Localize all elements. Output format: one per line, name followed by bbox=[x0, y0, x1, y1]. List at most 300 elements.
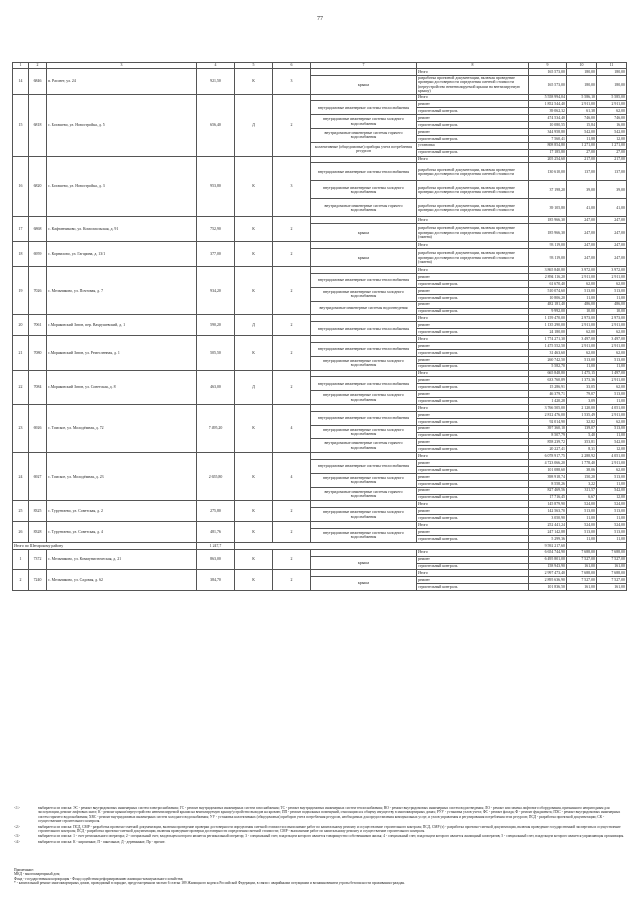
work-type-cell: внутридомовые инженерные системы холодного водоснабжения bbox=[311, 508, 417, 522]
unit-cost-cell: 27,00 bbox=[567, 149, 597, 156]
work-type-cell: внутридомовые инженерные системы теплоснабжения bbox=[311, 163, 417, 181]
area-cell: 275,80 bbox=[197, 501, 235, 522]
work-type-cell: внутридомовые инженерные системы холодного водоснабжения bbox=[311, 287, 417, 301]
max-unit-cost-cell: 7 688,00 bbox=[597, 570, 627, 577]
work-description-cell: разработка проектной документации, включая проведение проверки достоверности определения сметной стоимости (замена) bbox=[417, 224, 529, 242]
unit-cost-cell: 10,00 bbox=[567, 308, 597, 315]
max-unit-cost-cell: 11,00 bbox=[597, 363, 627, 370]
work-description-cell: строительный контроль bbox=[417, 294, 529, 301]
unit-cost-cell: 32,82 bbox=[567, 418, 597, 425]
work-description-cell: строительный контроль bbox=[417, 467, 529, 474]
wall-material-cell: Д bbox=[235, 94, 273, 156]
unit-cost-cell: 486,00 bbox=[567, 301, 597, 308]
row-number-cell: 26 bbox=[13, 522, 29, 543]
max-unit-cost-cell: 513,00 bbox=[597, 508, 627, 515]
table-row bbox=[13, 370, 627, 377]
cost-total-cell: 8 558,26 bbox=[529, 480, 567, 487]
unit-cost-cell: 137,00 bbox=[567, 163, 597, 181]
work-description-cell: Итого bbox=[417, 522, 529, 529]
address-cell: с. Мельниково, ул. Садовая, д. 62 bbox=[47, 570, 197, 591]
work-description-cell: разработка проектной документации, включая проведение проверки достоверности определения сметной стоимости bbox=[417, 199, 529, 217]
abbreviations-note bbox=[14, 868, 628, 886]
row-number-cell: 16 bbox=[13, 156, 29, 217]
work-type-cell: внутридомовые инженерные системы теплоснабжения bbox=[311, 377, 417, 391]
column-number-cell: 3 bbox=[47, 63, 197, 69]
max-unit-cost-cell: 41,00 bbox=[597, 199, 627, 217]
max-unit-cost-cell: 62,00 bbox=[597, 467, 627, 474]
max-unit-cost-cell: 2 973,00 bbox=[597, 315, 627, 322]
column-number-cell: 10 bbox=[567, 63, 597, 69]
unit-cost-cell: 15,84 bbox=[567, 122, 597, 129]
max-unit-cost-cell: 16,00 bbox=[597, 122, 627, 129]
unit-cost-cell: 5 586,10 bbox=[567, 94, 597, 101]
wall-material-cell: Д bbox=[235, 315, 273, 336]
house-code-cell: 6846 bbox=[29, 69, 47, 95]
cost-total-cell: 7 560,41 bbox=[529, 135, 567, 142]
cost-total-cell: 31 463,60 bbox=[529, 349, 567, 356]
max-unit-cost-cell: 513,00 bbox=[597, 391, 627, 398]
cost-total-cell: 474 534,40 bbox=[529, 115, 567, 122]
cost-total-cell: 61 670,40 bbox=[529, 280, 567, 287]
max-unit-cost-cell: 161,00 bbox=[597, 563, 627, 570]
work-description-cell: строительный контроль bbox=[417, 515, 529, 522]
house-code-cell: 6959 bbox=[29, 242, 47, 267]
work-type-cell bbox=[311, 336, 417, 343]
work-description-cell: строительный контроль bbox=[417, 384, 529, 391]
abbreviation-line: МКД - многоквартирный дом; bbox=[14, 872, 61, 877]
unit-cost-cell: 524,00 bbox=[567, 522, 597, 529]
cost-total-cell: 3 050,90 bbox=[529, 515, 567, 522]
work-description-cell: строительный контроль bbox=[417, 446, 529, 453]
unit-cost-cell: 7 688,00 bbox=[567, 570, 597, 577]
account-type-cell: 4 bbox=[273, 405, 311, 453]
cost-total-cell: 93 119,00 bbox=[529, 249, 567, 267]
unit-cost-cell: 513,00 bbox=[567, 508, 597, 515]
work-type-cell bbox=[311, 370, 417, 377]
work-type-cell: внутридомовые инженерные системы горячего водоснабжения bbox=[311, 439, 417, 453]
work-description-cell: ремонт bbox=[417, 287, 529, 294]
district-total-cost: 9 592 217,60 bbox=[529, 542, 567, 549]
account-type-cell: 2 bbox=[273, 94, 311, 156]
max-unit-cost-cell: 12,00 bbox=[597, 446, 627, 453]
cost-total-cell: 17 185,80 bbox=[529, 149, 567, 156]
max-unit-cost-cell: 746,00 bbox=[597, 115, 627, 122]
column-number-cell: 1 bbox=[13, 63, 29, 69]
cost-total-cell: 6 078 917,75 bbox=[529, 453, 567, 460]
wall-material-cell: К bbox=[235, 570, 273, 591]
work-description-cell: строительный контроль bbox=[417, 135, 529, 142]
unit-cost-cell: 746,00 bbox=[567, 115, 597, 122]
max-unit-cost-cell: 1 497,00 bbox=[597, 370, 627, 377]
unit-cost-cell: 62,00 bbox=[567, 280, 597, 287]
cost-total-cell: 2 895 636,90 bbox=[529, 577, 567, 584]
cost-total-cell: 1 774 271,30 bbox=[529, 336, 567, 343]
table-row bbox=[13, 405, 627, 412]
address-cell: с. Турунтаево, ул. Советская, д. 4 bbox=[47, 522, 197, 543]
unit-cost-cell: 6,67 bbox=[567, 494, 597, 501]
max-unit-cost-cell: 2 911,00 bbox=[597, 274, 627, 281]
max-unit-cost-cell: 513,00 bbox=[597, 473, 627, 480]
unit-cost-cell: 180,00 bbox=[567, 75, 597, 94]
cost-total-cell: 5 582,70 bbox=[529, 363, 567, 370]
cost-total-cell: 39 105,80 bbox=[529, 199, 567, 217]
work-type-cell: внутридомовые инженерные системы теплоснабжения bbox=[311, 322, 417, 336]
house-code-cell: 8325 bbox=[29, 501, 47, 522]
cost-total-cell: 1 135 290,00 bbox=[529, 322, 567, 329]
cost-total-cell: 398 918,74 bbox=[529, 473, 567, 480]
column-number-cell: 7 bbox=[311, 63, 417, 69]
table-row bbox=[13, 94, 627, 101]
unit-cost-cell: 161,00 bbox=[567, 563, 597, 570]
footnote-text: выбирается из списка: 1 - счет регионального оператора; 2 - специальный счет, владельцем которого является региональный оператор; 3 - специальный счет, владельцем которого является товарищество собственников жилья; 4 - специальный счет, владельцем которого является жилищный кооператив; 5 - специальный счет, владельцем которого является управляющая организация. bbox=[38, 834, 625, 839]
cost-total-cell: 20 227,41 bbox=[529, 446, 567, 453]
cost-total-cell: 252 441,24 bbox=[529, 522, 567, 529]
house-code-cell: 7372 bbox=[29, 549, 47, 570]
address-cell: с. Мельниково, ул. Почтовая, д. 7 bbox=[47, 267, 197, 315]
table-row bbox=[13, 549, 627, 556]
work-description-cell: Итого bbox=[417, 501, 529, 508]
cost-total-cell: 247 142,88 bbox=[529, 529, 567, 536]
max-unit-cost-cell: 542,00 bbox=[597, 128, 627, 135]
unit-cost-cell: 353,81 bbox=[567, 439, 597, 446]
table-row bbox=[13, 69, 627, 76]
work-description-cell: строительный контроль bbox=[417, 480, 529, 487]
max-unit-cost-cell: 247,00 bbox=[597, 249, 627, 267]
work-description-cell: Итого bbox=[417, 267, 529, 274]
max-unit-cost-cell: 542,00 bbox=[597, 487, 627, 494]
unit-cost-cell: 2 911,00 bbox=[567, 274, 597, 281]
footnotes bbox=[14, 806, 628, 845]
work-description-cell: ремонт bbox=[417, 101, 529, 108]
cost-total-cell: 37 198,20 bbox=[529, 181, 567, 199]
work-description-cell: строительный контроль bbox=[417, 494, 529, 501]
unit-cost-cell: 7 688,00 bbox=[567, 549, 597, 556]
unit-cost-cell: 2 911,00 bbox=[567, 101, 597, 108]
area-cell: 463,00 bbox=[197, 370, 235, 404]
area-cell: 2 655,80 bbox=[197, 453, 235, 501]
cost-total-cell: 5 558 994,04 bbox=[529, 94, 567, 101]
footnote bbox=[14, 840, 628, 844]
table-row bbox=[13, 315, 627, 322]
work-description-cell: Итого bbox=[417, 217, 529, 224]
unit-cost-cell: 161,00 bbox=[567, 584, 597, 591]
table-row bbox=[13, 267, 627, 274]
footnote-mark: <1> bbox=[14, 806, 20, 810]
max-unit-cost-cell: 486,00 bbox=[597, 301, 627, 308]
max-unit-cost-cell: 2 911,00 bbox=[597, 377, 627, 384]
cost-total-cell: 3 766 505,00 bbox=[529, 405, 567, 412]
work-description-cell: Итого bbox=[417, 315, 529, 322]
row-number-cell: 17 bbox=[13, 217, 29, 242]
account-type-cell: 2 bbox=[273, 217, 311, 242]
work-type-cell: коллективные (общедомовые) приборы учета потребления ресурсов bbox=[311, 142, 417, 156]
footnote bbox=[14, 825, 628, 834]
account-type-cell: 2 bbox=[273, 501, 311, 522]
work-type-cell: крыша bbox=[311, 224, 417, 242]
work-type-cell: внутридомовые инженерные системы теплоснабжения bbox=[311, 411, 417, 425]
house-code-cell: 7061 bbox=[29, 315, 47, 336]
row-number-cell: 24 bbox=[13, 453, 29, 501]
cost-total-cell: 39 062,32 bbox=[529, 108, 567, 115]
row-number-cell: 19 bbox=[13, 267, 29, 315]
max-unit-cost-cell: 7 527,00 bbox=[597, 577, 627, 584]
work-type-cell: внутридомовые инженерные системы горячего водоснабжения bbox=[311, 199, 417, 217]
max-unit-cost-cell: 11,00 bbox=[597, 294, 627, 301]
max-unit-cost-cell: 2 911,00 bbox=[597, 411, 627, 418]
unit-cost-cell: 247,00 bbox=[567, 217, 597, 224]
work-type-cell: внутридомовые инженерные системы теплоснабжения bbox=[311, 460, 417, 474]
column-number-cell: 11 bbox=[597, 63, 627, 69]
max-unit-cost-cell: 161,00 bbox=[597, 584, 627, 591]
cost-total-cell: 260 742,50 bbox=[529, 356, 567, 363]
unit-cost-cell: 61,38 bbox=[567, 108, 597, 115]
unit-cost-cell: 11,00 bbox=[567, 535, 597, 542]
work-description-cell: строительный контроль bbox=[417, 535, 529, 542]
table-row bbox=[13, 501, 627, 508]
wall-material-cell: К bbox=[235, 501, 273, 522]
work-type-cell: крыша bbox=[311, 249, 417, 267]
empty-cell bbox=[567, 542, 627, 549]
max-unit-cost-cell: 5 585,00 bbox=[597, 94, 627, 101]
column-number-cell: 8 bbox=[417, 63, 529, 69]
house-code-cell: 6927 bbox=[29, 453, 47, 501]
house-code-cell: 6868 bbox=[29, 217, 47, 242]
house-code-cell: 6926 bbox=[29, 405, 47, 453]
account-type-cell: 2 bbox=[273, 315, 311, 336]
max-unit-cost-cell: 247,00 bbox=[597, 224, 627, 242]
footnote-mark: <4> bbox=[14, 839, 20, 844]
work-type-cell bbox=[311, 522, 417, 529]
column-number-cell: 5 bbox=[235, 63, 273, 69]
cost-total-cell: 24 180,00 bbox=[529, 329, 567, 336]
wall-material-cell: К bbox=[235, 242, 273, 267]
max-unit-cost-cell: 7 688,00 bbox=[597, 549, 627, 556]
work-description-cell: Итого bbox=[417, 370, 529, 377]
table-row bbox=[13, 522, 627, 529]
work-description-cell: Итого bbox=[417, 336, 529, 343]
row-number-cell: 21 bbox=[13, 336, 29, 370]
cost-total-cell: 9 992,00 bbox=[529, 308, 567, 315]
work-type-cell bbox=[311, 94, 417, 101]
area-cell: 377,00 bbox=[197, 242, 235, 267]
address-cell: с. Богашево, ул. Новостройка, д. 3 bbox=[47, 156, 197, 217]
table-row bbox=[13, 453, 627, 460]
work-description-cell: Итого bbox=[417, 453, 529, 460]
footnote bbox=[14, 834, 628, 838]
work-type-cell: внутридомовые инженерные системы теплоснабжения bbox=[311, 101, 417, 115]
cost-total-cell: 165 573,00 bbox=[529, 69, 567, 76]
area-cell: 590,20 bbox=[197, 315, 235, 336]
work-type-cell bbox=[311, 267, 417, 274]
address-cell: с.Моряковский Затон, ул. Советская, д. 8 bbox=[47, 370, 197, 404]
unit-cost-cell: 41,00 bbox=[567, 199, 597, 217]
work-type-cell bbox=[311, 549, 417, 556]
capital-repair-table bbox=[12, 62, 627, 591]
wall-material-cell: К bbox=[235, 453, 273, 501]
district-total-label: Итого по Шегарскому району bbox=[13, 542, 197, 549]
work-description-cell: строительный контроль bbox=[417, 432, 529, 439]
cost-total-cell: 10 080,55 bbox=[529, 122, 567, 129]
unit-cost-cell: 79,07 bbox=[567, 391, 597, 398]
max-unit-cost-cell: 513,00 bbox=[597, 425, 627, 432]
cost-total-cell: 17 716,45 bbox=[529, 494, 567, 501]
work-description-cell: Итого bbox=[417, 549, 529, 556]
unit-cost-cell: 7 527,00 bbox=[567, 556, 597, 563]
max-unit-cost-cell: 2 911,00 bbox=[597, 460, 627, 467]
work-description-cell: ремонт bbox=[417, 115, 529, 122]
row-number-cell: 14 bbox=[13, 69, 29, 95]
wall-material-cell: К bbox=[235, 267, 273, 315]
footnote-text: выбирается из списка: ЭС - ремонт внутридомовых инженерных систем электроснабжения; ГС - ремонт внутридомовых инженерных систем газоснабжения; ТС - ремонт внутридомовых инженерных систем теплоснабжения; ВО - ремонт внутридомовых инженерных систем водоотведения; ЛО - ремонт или замена лифтового оборудования, признанного непригодным для эксплуатации, ремонт лифтовых шахт; К - ремонт крыши/переустройство невентилируемой крыши на вентилируемую крышу/устройство выходов на кровлю; ПП - ремонт подвальных помещений, относящихся к общему имуществу в многоквартирных домах; РУУ - установка узлов учета; ФС - ремонт фасада; Ф - ремонт фундамента; ПХС - ремонт внутридомовых инженерных систем горячего водоснабжения; ХВС - ремонт внутридомовых инженерных систем холодного водоснабжения; УУ - установка коллективных (общедомовых) приборов учета потребления ресурсов, необходимых для предоставления коммунальных услуг, и узлов управления и регулирования потребления этих ресурсов; ПСД - разработка проектной документации; СК - осуществление строительного контроля. bbox=[38, 806, 621, 824]
work-description-cell: Итого bbox=[417, 405, 529, 412]
wall-material-cell: К bbox=[235, 156, 273, 217]
max-unit-cost-cell: 7 527,00 bbox=[597, 556, 627, 563]
account-type-cell: 4 bbox=[273, 453, 311, 501]
cost-total-cell: 397 360,10 bbox=[529, 425, 567, 432]
cost-total-cell: 10 806,20 bbox=[529, 294, 567, 301]
max-unit-cost-cell: 542,00 bbox=[597, 439, 627, 446]
work-description-cell: разработка проектной документации, включая проведение проверки достоверности определения сметной стоимости bbox=[417, 181, 529, 199]
max-unit-cost-cell: 513,00 bbox=[597, 287, 627, 294]
page-number: 77 bbox=[317, 16, 323, 22]
work-description-cell: строительный контроль bbox=[417, 363, 529, 370]
unit-cost-cell: 38,06 bbox=[567, 467, 597, 474]
work-type-cell: внутридомовые инженерные системы холодного водоснабжения bbox=[311, 115, 417, 129]
cost-total-cell: 2 997 473,40 bbox=[529, 570, 567, 577]
cost-total-cell: 92 014,90 bbox=[529, 418, 567, 425]
work-description-cell: строительный контроль bbox=[417, 108, 529, 115]
max-unit-cost-cell: 524,00 bbox=[597, 501, 627, 508]
work-type-cell: внутридомовые инженерные системы холодного водоснабжения bbox=[311, 181, 417, 199]
max-unit-cost-cell: 62,00 bbox=[597, 384, 627, 391]
table-row bbox=[13, 156, 627, 163]
row-number-cell: 23 bbox=[13, 405, 29, 453]
work-description-cell: ремонт bbox=[417, 322, 529, 329]
max-unit-cost-cell: 11,00 bbox=[597, 515, 627, 522]
address-cell: с. Томское, ул. Молодёжная, д. 72 bbox=[47, 405, 197, 453]
work-description-cell: ремонт bbox=[417, 439, 529, 446]
cost-total-cell: 15 286,91 bbox=[529, 384, 567, 391]
cost-total-cell: 6 654 744,90 bbox=[529, 549, 567, 556]
cost-total-cell: 8 507,79 bbox=[529, 432, 567, 439]
work-description-cell: строительный контроль bbox=[417, 563, 529, 570]
max-unit-cost-cell: 4 051,00 bbox=[597, 405, 627, 412]
max-unit-cost-cell: 62,00 bbox=[597, 329, 627, 336]
cost-total-cell: 1 159 470,00 bbox=[529, 315, 567, 322]
address-cell: с. Мельниково, ул. Коммунистическая, д. 21 bbox=[47, 549, 197, 570]
work-type-cell bbox=[311, 405, 417, 412]
max-unit-cost-cell: 247,00 bbox=[597, 242, 627, 249]
abbreviation-line: * - капитальный ремонт многоквартирных домов, проводимый в порядке, предусмотренном частью 6 статьи 189 Жилищного кодекса Российской Федерации, в связи с аварийными ситуациями и возникновением угрозы безопасности проживания граждан. bbox=[14, 881, 405, 886]
district-total-area: 1 247,7 bbox=[197, 542, 235, 549]
cost-total-cell: 93 119,00 bbox=[529, 242, 567, 249]
cost-total-cell: 1 420,28 bbox=[529, 398, 567, 405]
cost-total-cell: 4 723 066,20 bbox=[529, 460, 567, 467]
work-type-cell: внутридомовые инженерные системы горячего водоснабжения bbox=[311, 128, 417, 142]
row-number-cell: 1 bbox=[13, 549, 29, 570]
abbreviations-title: Примечание: bbox=[14, 868, 34, 872]
address-cell: с. Турунтаево, ул. Советская, д. 2 bbox=[47, 501, 197, 522]
cost-total-cell: 2 894 116,20 bbox=[529, 274, 567, 281]
area-cell: 934,20 bbox=[197, 267, 235, 315]
unit-cost-cell: 39,00 bbox=[567, 181, 597, 199]
max-unit-cost-cell: 39,00 bbox=[597, 181, 627, 199]
cost-total-cell: 808 854,80 bbox=[529, 142, 567, 149]
unit-cost-cell: 3,09 bbox=[567, 398, 597, 405]
work-description-cell: строительный контроль bbox=[417, 349, 529, 356]
address-cell: с. Богашево, ул. Новостройка, д. 5 bbox=[47, 94, 197, 156]
unit-cost-cell: 180,00 bbox=[567, 69, 597, 76]
work-description-cell: строительный контроль bbox=[417, 280, 529, 287]
unit-cost-cell: 247,00 bbox=[567, 242, 597, 249]
address-cell: с. Корнилово, ул. Гагарина, д. 13/1 bbox=[47, 242, 197, 267]
account-type-cell: 2 bbox=[273, 242, 311, 267]
work-description-cell: ремонт bbox=[417, 128, 529, 135]
max-unit-cost-cell: 27,00 bbox=[597, 149, 627, 156]
work-description-cell: разработка проектной документации, включая проведение проверки достоверности определения сметной стоимости (замена) bbox=[417, 249, 529, 267]
cost-total-cell: 101 836,50 bbox=[529, 584, 567, 591]
wall-material-cell: К bbox=[235, 522, 273, 543]
unit-cost-cell: 62,00 bbox=[567, 329, 597, 336]
max-unit-cost-cell: 12,00 bbox=[597, 494, 627, 501]
unit-cost-cell: 150,20 bbox=[567, 473, 597, 480]
work-type-cell: внутридомовые инженерные системы горячего водоснабжения bbox=[311, 487, 417, 501]
cost-total-cell: 510 074,60 bbox=[529, 287, 567, 294]
unit-cost-cell: 2 120,00 bbox=[567, 405, 597, 412]
area-cell: 953,80 bbox=[197, 156, 235, 217]
cost-total-cell: 665 848,80 bbox=[529, 370, 567, 377]
work-description-cell: ремонт bbox=[417, 301, 529, 308]
cost-total-cell: 185 966,30 bbox=[529, 217, 567, 224]
wall-material-cell: Д bbox=[235, 370, 273, 404]
wall-material-cell: К bbox=[235, 405, 273, 453]
work-description-cell: ремонт bbox=[417, 577, 529, 584]
max-unit-cost-cell: 10,00 bbox=[597, 308, 627, 315]
row-number-cell: 20 bbox=[13, 315, 29, 336]
area-cell: 752,90 bbox=[197, 217, 235, 242]
account-type-cell: 2 bbox=[273, 549, 311, 570]
unit-cost-cell: 513,00 bbox=[567, 356, 597, 363]
work-type-cell: внутридомовые инженерные системы холодного водоснабжения bbox=[311, 356, 417, 370]
unit-cost-cell: 8,31 bbox=[567, 446, 597, 453]
max-unit-cost-cell: 2 911,00 bbox=[597, 101, 627, 108]
footnote-text: выбирается из списка: ПСД, СМР - разработка проектно-сметной документации, включая проведение проверки достоверности определения сметной стоимости и выполнение работ по капитальному ремонту и осуществление строительного контроля; ПСД, СМР (э) - разработка проектно-сметной документации, включая проведение государственной экспертизы и осуществление строительного контроля; ПСД - разработка проектно-сметной документации, включая проведение проверки достоверности определения сметной стоимости; СМР - выполнение работ по капитальному ремонту и осуществление строительного контроля. bbox=[38, 824, 621, 834]
work-description-cell: ремонт bbox=[417, 556, 529, 563]
unit-cost-cell: 11,00 bbox=[567, 515, 597, 522]
unit-cost-cell: 2 911,00 bbox=[567, 343, 597, 350]
work-type-cell bbox=[311, 242, 417, 249]
unit-cost-cell: 33,05 bbox=[567, 384, 597, 391]
max-unit-cost-cell: 3 972,00 bbox=[597, 267, 627, 274]
unit-cost-cell: 1 778,40 bbox=[567, 460, 597, 467]
account-type-cell: 2 bbox=[273, 370, 311, 404]
cost-total-cell: 2 812 476,00 bbox=[529, 411, 567, 418]
max-unit-cost-cell: 247,00 bbox=[597, 217, 627, 224]
cost-total-cell: 5 299,36 bbox=[529, 535, 567, 542]
house-code-cell: 6820 bbox=[29, 156, 47, 217]
area-cell: 863,00 bbox=[197, 549, 235, 570]
account-type-cell: 3 bbox=[273, 69, 311, 95]
cost-total-cell: 482 181,40 bbox=[529, 301, 567, 308]
work-type-cell bbox=[311, 315, 417, 322]
column-number-cell: 9 bbox=[529, 63, 567, 69]
area-cell: 481,76 bbox=[197, 522, 235, 543]
unit-cost-cell: 513,00 bbox=[567, 287, 597, 294]
house-code-cell: 7084 bbox=[29, 370, 47, 404]
unit-cost-cell: 3 497,00 bbox=[567, 336, 597, 343]
work-description-cell: строительный контроль bbox=[417, 418, 529, 425]
wall-material-cell: К bbox=[235, 217, 273, 242]
